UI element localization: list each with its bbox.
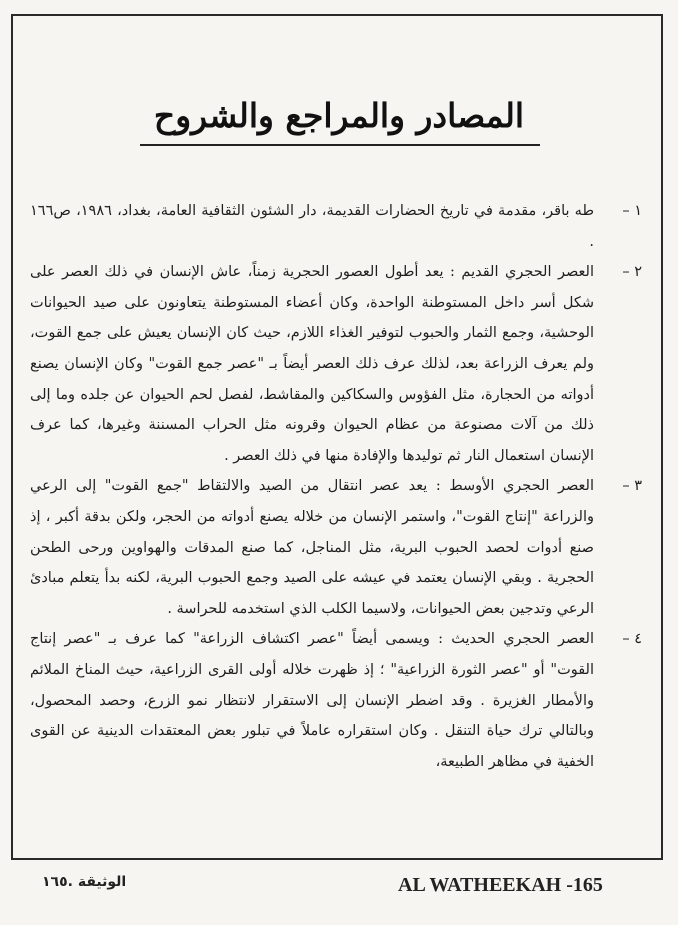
entry-number: ٤ – [622,631,642,648]
entry-number: ٣ – [622,478,642,495]
entry-number: ٢ – [622,264,642,281]
footer-journal-english: AL WATHEEKAH -165 [398,874,603,896]
reference-entry-1 [30,196,642,257]
entry-text: العصر الحجري القديم : يعد أطول العصور الحجرية زمناً، عاش الإنسان في ذلك العصر على شكل أسر داخل المستوطنة الواحدة، وكان أعضاء المستوطنة يتعاونون على صيد الحيوانات الوحشية، وجمع الثمار والحبوب لتوفير الغذاء اللازم، حيث كان الإنسان يعيش على جمع القوت، ولم يعرف الزراعة بعد، لذلك عرف ذلك العصر أيضاً بـ "عصر جمع القوت" وكان الإنسان يصنع أدواته من الحجارة، مثل الفؤوس والسكاكين والمقاشط، لفصل لحم الحيوان عن جلده وما إلى ذلك من آلات مصنوعة من عظام الحيوان وقرونه مثل الحراب المسننة وغيرها، كما عرف الإنسان استعمال النار ثم توليدها والإفادة منها في ذلك العصر . [30,264,594,464]
entry-number: ١ – [622,203,642,219]
entry-text: طه باقر، مقدمة في تاريخ الحضارات القديمة، دار الشئون الثقافية العامة، بغداد، ١٩٨٦، ص١٦٦ . [30,203,594,250]
references-list [30,196,642,836]
page-title: المصادر والمراجع والشروح [153,96,525,135]
entry-text: العصر الحجري الحديث : ويسمى أيضاً "عصر اكتشاف الزراعة" كما عرف بـ "عصر إنتاج القوت" أو "عصر الثورة الزراعية" ؛ إذ ظهرت خلاله أولى القرى الزراعية، حيث المناخ الملائم والأمطار الغزيرة . وقد اضطر الإنسان إلى الاستقرار لانتظار نمو الزرع، وحصد المحصول، وبالتالي ترك حياة التنقل . وكان استقراره عاملاً في تبلور بعض المعتقدات الدينية عن القوى الخفية في مظاهر الطبيعة، [30,631,594,770]
reference-entry-2 [30,257,642,471]
reference-entry-3 [30,471,642,624]
title-underline [140,144,540,146]
page-footer [0,872,678,902]
reference-entry-4 [30,624,642,777]
entry-text: العصر الحجري الأوسط : يعد عصر انتقال من الصيد والالتقاط "جمع القوت" إلى الرعي والزراعة "إنتاج القوت"، واستمر الإنسان من خلاله يصنع أدواته من الحجر، ولكن بدقة أكبر ، إذ صنع أدوات لحصد الحبوب البرية، مثل المناجل، كما صنع المدقات والهواوين ورحى الطحن الحجرية . وبقي الإنسان يعتمد في عيشه على الصيد وجمع الحبوب البرية، لكنه بدأ يتعلم مبادئ الرعي وتدجين بعض الحيوانات، ولاسيما الكلب الذي استخدمه للحراسة . [30,478,594,617]
footer-journal-arabic: الوثيقة .١٦٥ [42,874,127,890]
